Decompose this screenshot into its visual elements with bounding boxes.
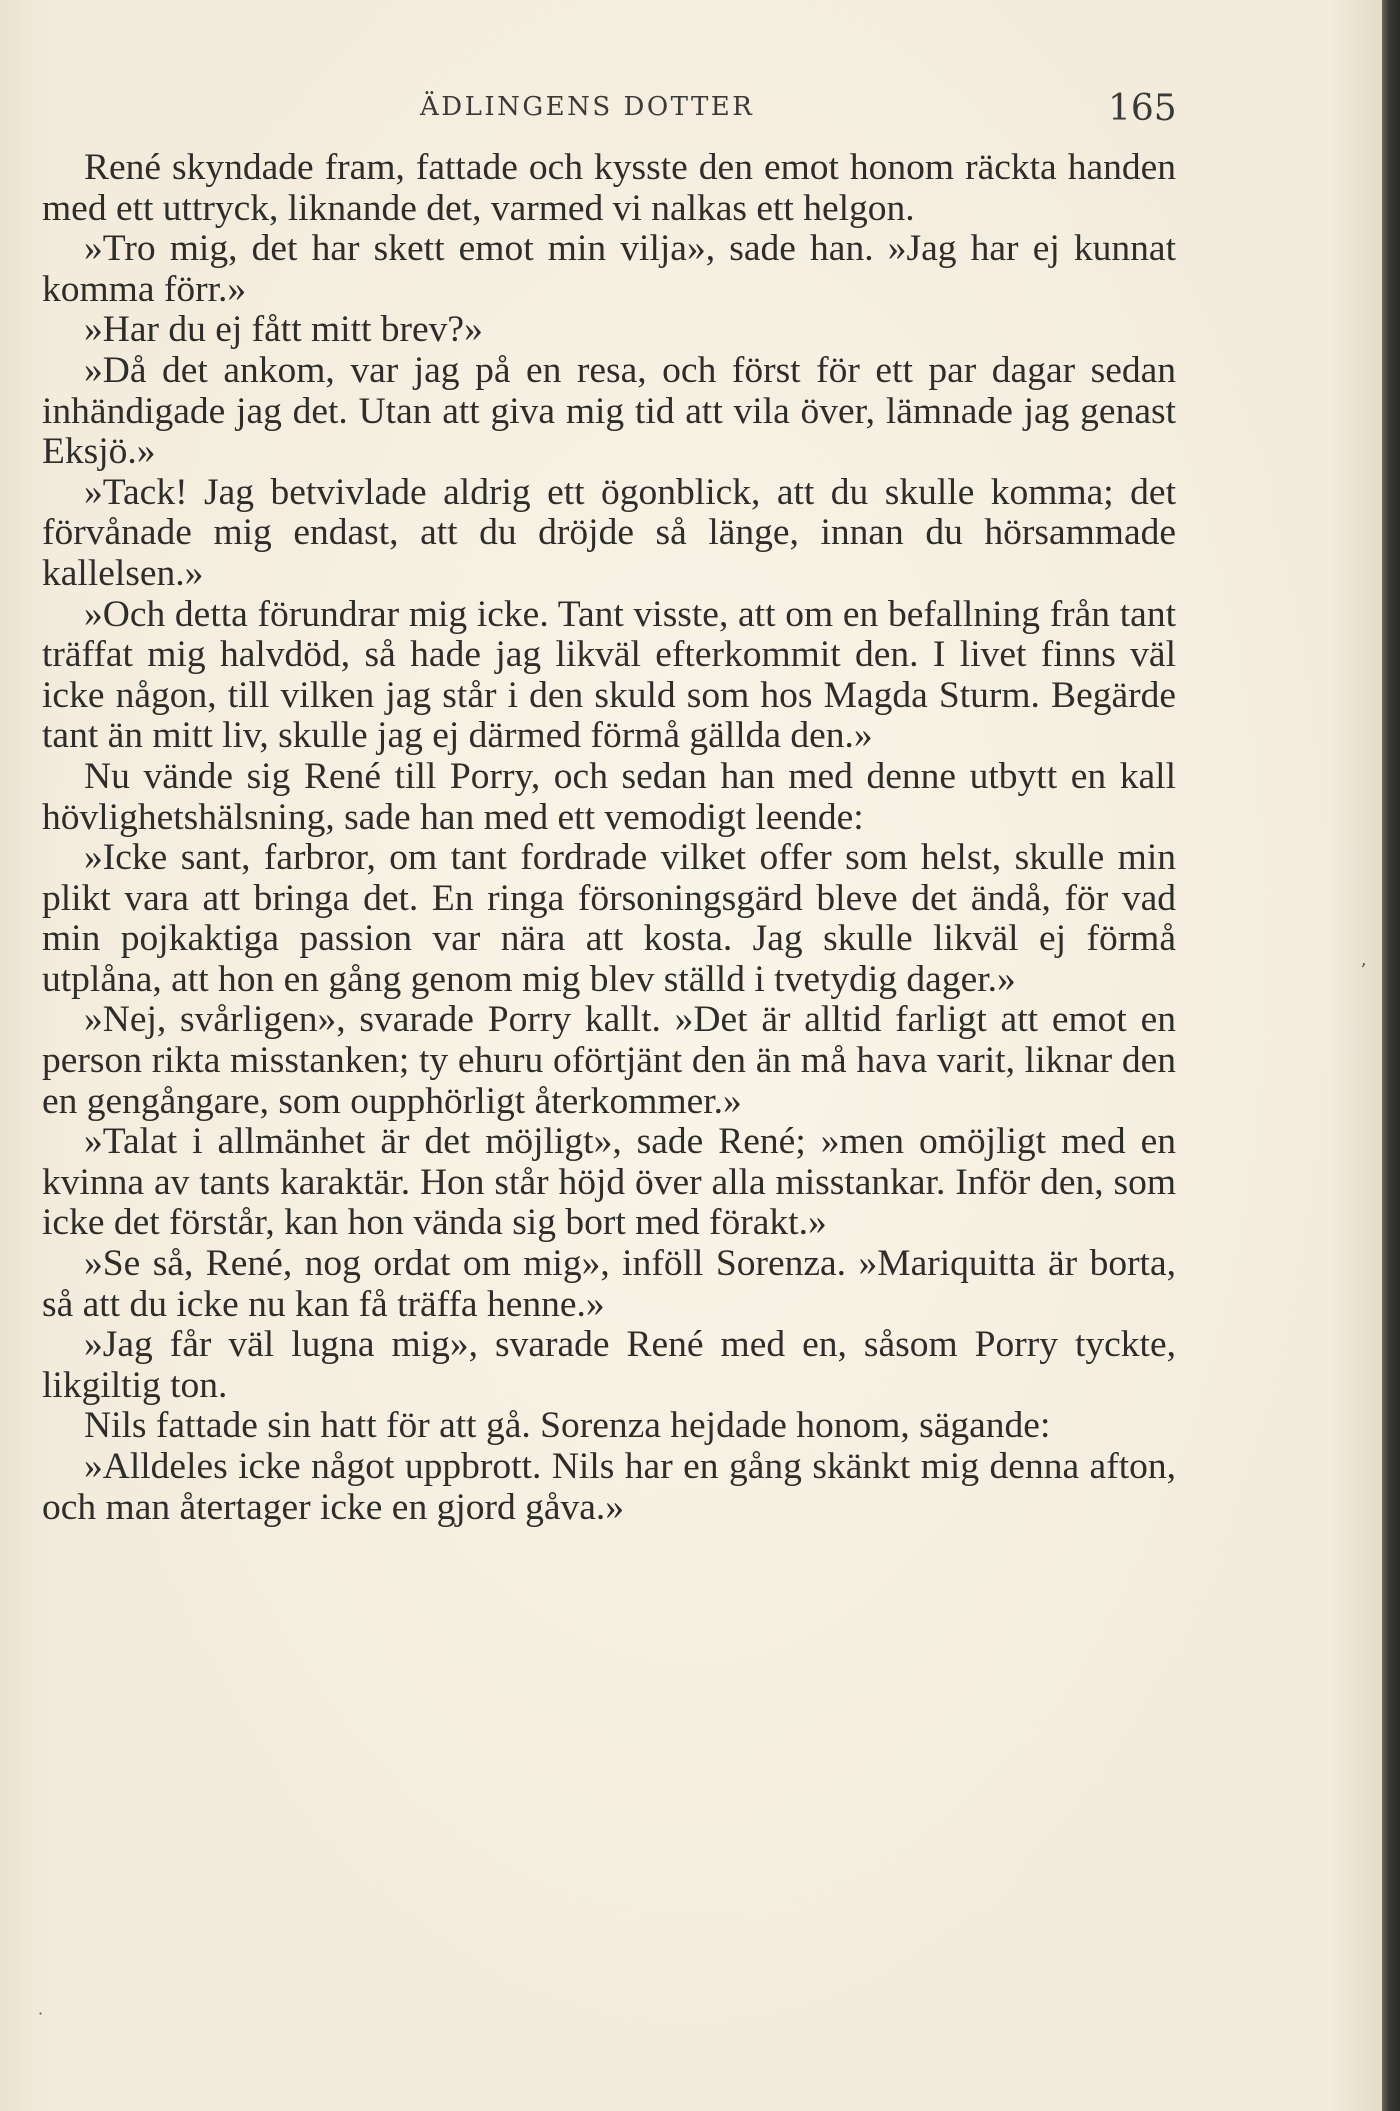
paragraph-11: »Se så, René, nog ordat om mig», inföll Sorenza. »Mariquitta är borta, så att du icke nu kan få träffa henne.» (42, 1243, 1176, 1325)
paragraph-10: »Talat i allmänhet är det möjligt», sade René; »men omöjligt med en kvinna av tants karaktär. Hon står höjd över alla misstankar. Inför den, som icke det förstår, kan hon vända sig bort med förakt.» (42, 1121, 1176, 1244)
paragraph-7: Nu vände sig René till Porry, och sedan han med denne utbytt en kall hövlighetshälsning, sade han med ett vemodigt leende: (42, 755, 1176, 838)
running-title: ÄDLINGENS DOTTER (420, 92, 755, 122)
paragraph-1: René skyndade fram, fattade och kysste den emot honom räckta handen med ett uttryck, liknande det, varmed vi nalkas ett helgon. (42, 147, 1176, 229)
body-text (42, 148, 1176, 1528)
paragraph-4: »Då det ankom, var jag på en resa, och först för ett par dagar sedan inhändigade jag det. Utan att giva mig tid att vila över, lämnade jag genast Eksjö.» (42, 349, 1176, 473)
page-number: 165 (1108, 88, 1177, 129)
margin-speck: ˙ (36, 2010, 45, 2031)
paragraph-8: »Icke sant, farbror, om tant fordrade vilket offer som helst, skulle min plikt vara att bringa det. En ringa försoningsgärd bleve det ändå, för vad min pojkaktiga passion var nära att kosta. Jag skulle likväl ej förmå utplåna, att hon en gång genom mig blev ställd i tvetydig dager.» (42, 837, 1176, 1000)
paragraph-13: Nils fattade sin hatt för att gå. Sorenza hejdade honom, sägande: (84, 1405, 1051, 1447)
paragraph-2: »Tro mig, det har skett emot min vilja», sade han. »Jag har ej kunnat komma förr.» (42, 228, 1176, 310)
paragraph-9: »Nej, svårligen», svarade Porry kallt. »Det är alltid farligt att emot en person rikta misstanken; ty ehuru oförtjänt den än må hava varit, liknar den en gengångare, som oupphörligt återkommer.» (42, 999, 1176, 1122)
margin-speck: ʼ (1360, 960, 1366, 981)
page-header (0, 88, 1382, 148)
paragraph-3: »Har du ej fått mitt brev?» (84, 309, 483, 351)
paragraph-5: »Tack! Jag betvivlade aldrig ett ögonblick, att du skulle komma; det förvånade mig endast, att du dröjde så länge, innan du hörsammade kallelsen.» (42, 471, 1176, 594)
page-edge (1382, 0, 1400, 2111)
paragraph-14: »Alldeles icke något uppbrott. Nils har en gång skänkt mig denna afton, och man återtager icke en gjord gåva.» (42, 1446, 1176, 1528)
paragraph-6: »Och detta förundrar mig icke. Tant visste, att om en befallning från tant träffat mig halvdöd, så hade jag likväl efterkommit den. I livet finns väl icke någon, till vilken jag står i den skuld som hos Magda Sturm. Begärde tant än mitt liv, skulle jag ej därmed förmå gällda den.» (42, 593, 1176, 757)
paragraph-12: »Jag får väl lugna mig», svarade René med en, såsom Porry tyckte, likgiltig ton. (42, 1324, 1176, 1406)
